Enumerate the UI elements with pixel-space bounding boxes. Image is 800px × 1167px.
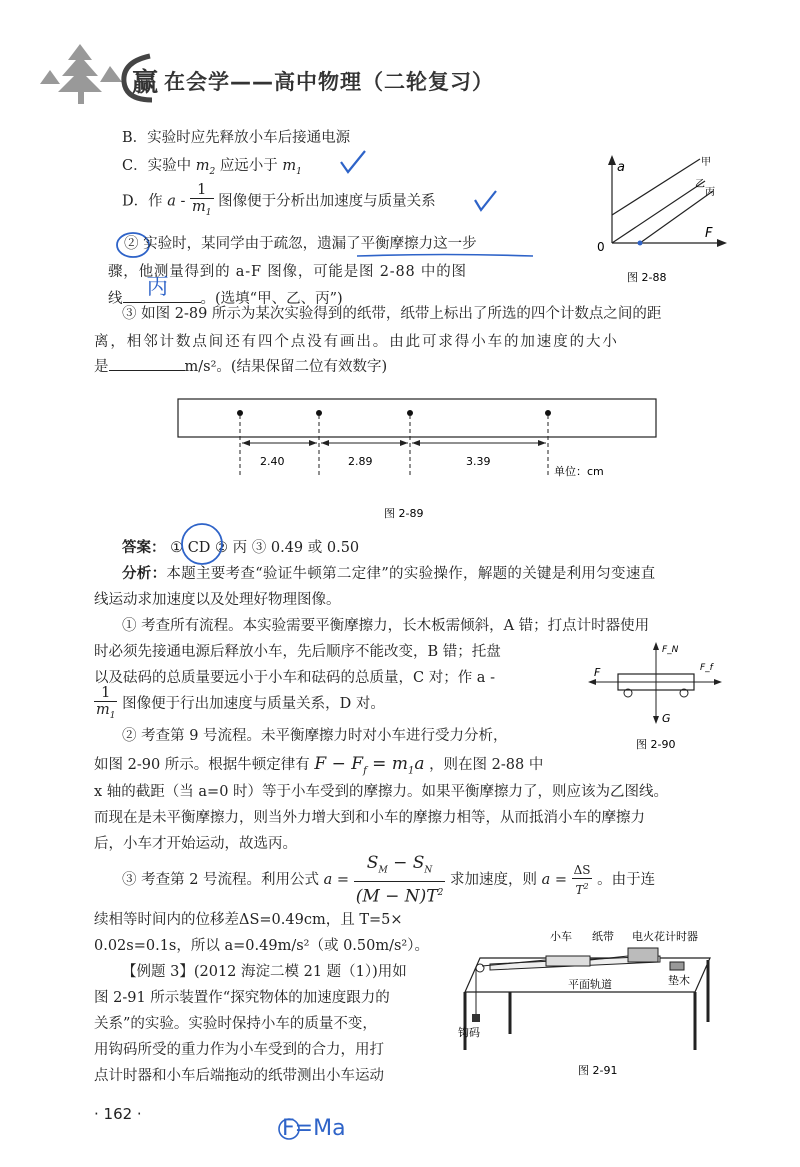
fig288-line-jia: 甲 — [701, 157, 711, 168]
handwritten-formula: F=Ma — [282, 1116, 346, 1141]
option-c-suffix: 应远小于 — [219, 158, 278, 174]
analysis-line-11: 后，小车才开始运动，故选丙。 — [94, 836, 297, 852]
option-c — [122, 152, 302, 186]
force-f-label: F — [594, 666, 601, 679]
figure-2-90 — [588, 640, 728, 755]
analysis-line-10: 而现在是未平衡摩擦力，则当外力增大到和小车的摩擦力相等，从而抵消小车的摩擦力 — [94, 810, 645, 826]
figure-2-91 — [450, 922, 740, 1082]
analysis-line-1 — [122, 560, 655, 588]
a-equals: a = — [323, 872, 350, 889]
answer-line — [122, 534, 359, 562]
label-car: 小车 — [550, 930, 572, 943]
question-3-line2: 离，相邻计数点间还有四个点没有画出。由此可求得小车的加速度的大小 — [94, 334, 619, 350]
analysis-text-12c: 。由于连 — [597, 872, 656, 889]
label-timer: 电火花计时器 — [632, 930, 698, 943]
one-over-m1-fraction: $\frac{1}{m_1}$ — [96, 684, 116, 721]
fig288-caption: 图 2-88 — [627, 271, 667, 284]
header-title: 在会学——高中物理（二轮复习） — [164, 70, 494, 94]
label-block: 垫木 — [668, 974, 690, 987]
question-3-line3-suffix: m/s²。(结果保留二位有效数字) — [184, 359, 388, 375]
label-track: 平面轨道 — [568, 978, 612, 991]
fig288-y-label: a — [617, 160, 625, 175]
analysis-line-9: x 轴的截距（当 a=0 时）等于小车受到的摩擦力。如果平衡摩擦力了，则应该为乙图线。 — [94, 784, 669, 800]
question-3-line3 — [94, 352, 387, 381]
distance-3: 3.39 — [466, 455, 491, 468]
analysis-line-6 — [94, 684, 385, 724]
option-c-prefix: C．实验中 — [122, 158, 192, 174]
question-2-line3-prefix: 线 — [108, 291, 123, 307]
fig290-caption: 图 2-90 — [636, 738, 676, 751]
m1-symbol: $m_1$ — [282, 158, 302, 177]
m2-symbol: $m_2$ — [195, 158, 216, 177]
option-d: D．作 a - $\frac{1}{m_1}$ 图像便于分析出加速度与质量关系 — [122, 182, 436, 221]
analysis-text-12b: 求加速度，则 — [449, 872, 537, 889]
analysis-text-8a: 如图 2-90 所示。根据牛顿定律有 — [94, 757, 310, 773]
delta-s-fraction: $\frac{\Delta S}{T^2}$ — [573, 863, 591, 898]
analysis-text-1: 本题主要考查“验证牛顿第二定律”的实验操作，解题的关键是利用匀变速直 — [166, 566, 656, 582]
one-over-m1-fraction: $\frac{1}{m_1}$ — [192, 182, 212, 218]
force-g-label: G — [662, 712, 671, 725]
question-2-text1: 实验时，某同学由于疏忽，遗漏了平衡摩擦力这一步 — [143, 236, 477, 252]
distance-2: 2.89 — [348, 455, 373, 468]
check-mark-icon — [338, 148, 368, 176]
fig289-unit: 单位：cm — [554, 465, 604, 478]
check-mark-icon — [472, 188, 498, 214]
answer-label: 答案： — [122, 540, 166, 556]
analysis-text-6: 图像便于行出加速度与质量关系，D 对。 — [122, 696, 385, 712]
example-3-line-3: 关系”的实验。实验时保持小车的质量不变， — [94, 1016, 377, 1032]
figure-2-88 — [595, 155, 745, 290]
distance-1: 2.40 — [260, 455, 285, 468]
fig288-x-label: F — [705, 226, 713, 241]
a-equals-2: a = — [541, 872, 567, 889]
fig288-line-bing: 丙 — [705, 187, 715, 198]
newton-equation: $F - F_f = m_1a$ — [314, 754, 425, 777]
fig291-caption: 图 2-91 — [578, 1064, 618, 1077]
answer-text: ① CD ② 丙 ③ 0.49 或 0.50 — [170, 540, 360, 556]
analysis-line-13: 续相等时间内的位移差ΔS=0.49cm，且 T=5× — [94, 912, 403, 928]
fig289-caption: 图 2-89 — [384, 507, 424, 520]
analysis-text-12a: ③ 考查第 2 号流程。利用公式 — [122, 872, 320, 889]
fig288-origin-label: 0 — [597, 240, 605, 254]
question-3-line3-prefix: 是 — [94, 359, 109, 375]
option-b: B．实验时应先释放小车后接通电源 — [122, 130, 351, 146]
analysis-line-2: 线运动求加速度以及处理好物理图像。 — [94, 592, 341, 608]
page-number: · 162 · — [94, 1105, 142, 1123]
analysis-line-5: 以及砝码的总质量要远小于小车和砝码的总质量，C 对；作 a - — [94, 670, 495, 686]
example-3-line-1: 【例题 3】(2012 海淀二模 21 题（1）)用如 — [122, 964, 407, 980]
example-3-line-2: 图 2-91 所示装置作“探究物体的加速度跟力的 — [94, 990, 390, 1006]
force-ff-label: F_f — [700, 663, 713, 673]
option-d-prefix: D．作 — [122, 193, 163, 210]
analysis-text-8b: ，则在图 2-88 中 — [429, 757, 544, 773]
figure-2-89 — [170, 395, 670, 525]
analysis-label: 分析： — [122, 566, 167, 582]
header-logo-char: 赢 — [132, 68, 160, 98]
analysis-line-4: 时必须先接通电源后释放小车，先后顺序不能改变，B 错；托盘 — [94, 644, 501, 660]
question-2-label: ② — [124, 236, 139, 252]
a-symbol: a — [167, 193, 176, 210]
question-3-line1: ③ 如图 2-89 所示为某次实验得到的纸带，纸带上标出了所选的四个计数点之间的距 — [122, 306, 662, 322]
handwritten-answer-2: 丙 — [146, 275, 169, 300]
force-fn-label: F_N — [662, 645, 679, 655]
page-header — [40, 40, 800, 110]
analysis-line-12 — [122, 852, 655, 908]
example-3-line-5: 点计时器和小车后端拖动的纸带测出小车运动 — [94, 1068, 384, 1084]
fig288-line-yi: 乙 — [695, 179, 705, 190]
analysis-line-7: ② 考查第 9 号流程。未平衡摩擦力时对小车进行受力分析， — [122, 728, 508, 744]
label-tape: 纸带 — [592, 930, 614, 943]
analysis-line-14: 0.02s=0.1s，所以 a=0.49m/s²（或 0.50m/s²）。 — [94, 938, 429, 954]
label-weight: 钩码 — [458, 1026, 480, 1039]
option-d-suffix: 图像便于分析出加速度与质量关系 — [218, 193, 436, 210]
question-2-line2: 骤，他测量得到的 a-F 图像，可能是图 2-88 中的图 — [108, 264, 467, 280]
question-2-line3-suffix: 。(选填“甲、乙、丙”) — [200, 291, 343, 307]
formula-fraction: $\frac{S_M - S_N}{(M - N)T^2}$ — [355, 853, 444, 908]
analysis-line-3: ① 考查所有流程。本实验需要平衡摩擦力，长木板需倾斜，A 错；打点计时器使用 — [122, 618, 650, 634]
example-3-line-4: 用钩码所受的重力作为小车受到的合力，用打 — [94, 1042, 384, 1058]
answer-blank-3[interactable] — [109, 352, 185, 371]
